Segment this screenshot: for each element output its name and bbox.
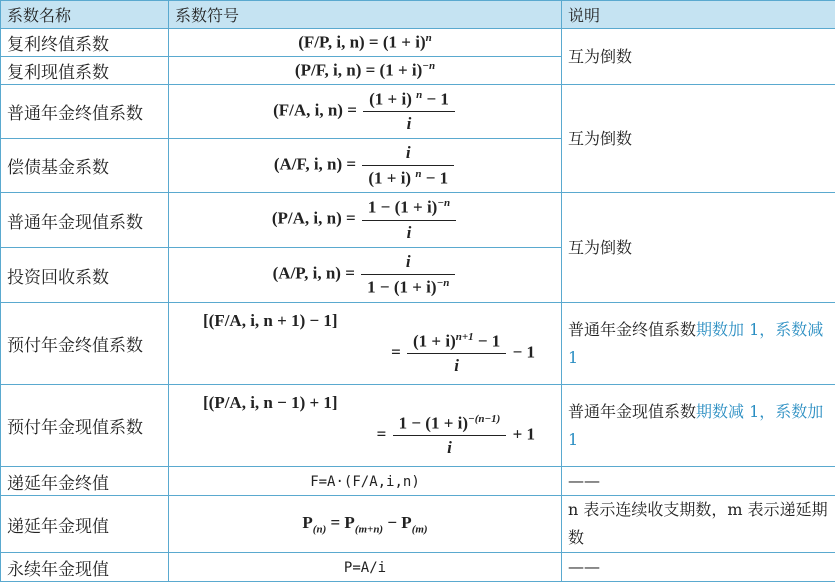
row-name: 预付年金终值系数	[1, 303, 169, 385]
row-note: 普通年金终值系数期数加 1，系数减 1	[562, 303, 835, 385]
row-formula: (P/F, i, $n) = (1 + i)^{-n}$	[169, 57, 562, 85]
row-note: 互为倒数	[562, 85, 835, 193]
table-row	[1, 385, 835, 467]
row-note: 普通年金现值系数期数减 1，系数加 1	[562, 385, 835, 467]
table-row	[1, 193, 835, 248]
table-row	[1, 553, 835, 582]
fraction: $\frac{(1 + i)^{n+1} - 1}{i}$	[407, 331, 506, 377]
row-name: 复利终值系数	[1, 29, 169, 57]
table-row	[1, 303, 835, 385]
row-formula: P=A/i	[169, 553, 562, 582]
row-note: n 表示连续收支期数，m 表示递延期数	[562, 496, 835, 553]
row-name: 递延年金终值	[1, 467, 169, 496]
fraction: $\frac{i}{(1 + i) ^n - 1}$	[362, 143, 454, 189]
row-formula: (F/A, i, n) = $\frac{(1 + i) ^n - 1}{i}$	[169, 85, 562, 139]
row-name: 复利现值系数	[1, 57, 169, 85]
row-note: 互为倒数	[562, 29, 835, 85]
row-name: 普通年金终值系数	[1, 85, 169, 139]
table-row	[1, 467, 835, 496]
fraction: $\frac{(1 + i) ^n - 1}{i}$	[363, 89, 455, 135]
fraction: $\frac{i}{1 - (1 + i)^{-n}}$	[361, 252, 455, 298]
row-formula: (A/F, i, n) = $\frac{i}{(1 + i) ^n - 1}$	[169, 139, 562, 193]
table-row	[1, 29, 835, 57]
row-name: 投资回收系数	[1, 248, 169, 303]
table-row	[1, 496, 835, 553]
header-name: 系数名称	[1, 1, 169, 29]
fraction: $\frac{1 - (1 + i)^{-n}}{i}$	[362, 197, 456, 243]
row-note: ——	[562, 553, 835, 582]
row-formula: (P/A, i, n) = $\frac{1 - (1 + i)^{-n}}{i}$	[169, 193, 562, 248]
row-name: 偿债基金系数	[1, 139, 169, 193]
row-formula: (F/P, i, $n) = (1 + i)^n$	[169, 29, 562, 57]
row-name: 递延年金现值	[1, 496, 169, 553]
row-name: 永续年金现值	[1, 553, 169, 582]
row-formula: [(P/A, i, n − 1) + 1] = $\frac{1 - (1 + i)^{-(n-1)}}{i}$ + 1	[169, 385, 562, 467]
row-name: 预付年金现值系数	[1, 385, 169, 467]
table-row	[1, 85, 835, 139]
row-formula: [(F/A, i, n + 1) − 1] = $\frac{(1 + i)^{n+1} - 1}{i}$ − 1	[169, 303, 562, 385]
row-formula: $P_{(n)} = P_{(m+n)} - P_{(m)}$	[169, 496, 562, 553]
fraction: $\frac{1 - (1 + i)^{-(n-1)}}{i}$	[393, 413, 507, 459]
row-formula: F=A·(F/A,i,n)	[169, 467, 562, 496]
table-header-row	[1, 1, 835, 29]
row-name: 普通年金现值系数	[1, 193, 169, 248]
row-formula: (A/P, i, n) = $\frac{i}{1 - (1 + i)^{-n}}$	[169, 248, 562, 303]
header-symbol: 系数符号	[169, 1, 562, 29]
row-note: 互为倒数	[562, 193, 835, 303]
header-note: 说明	[562, 1, 835, 29]
row-note: ——	[562, 467, 835, 496]
